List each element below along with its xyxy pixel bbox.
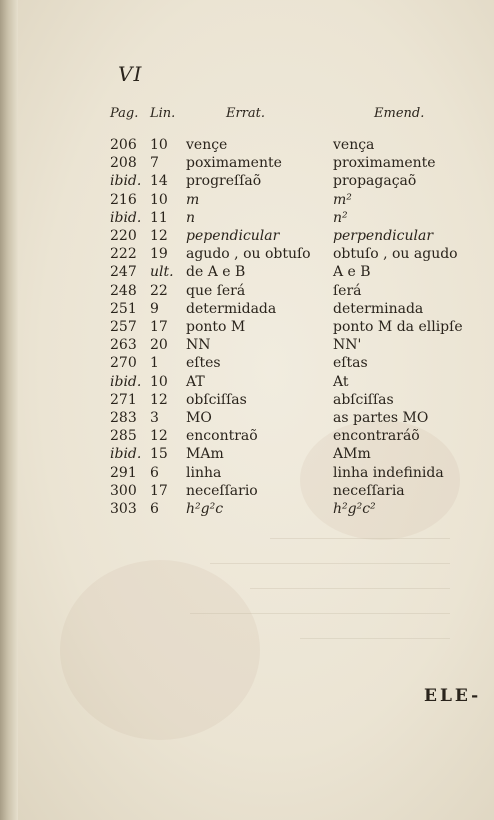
errata-error-cell: ponto M bbox=[186, 319, 246, 335]
errata-emend-cell: obtuſo , ou agudo bbox=[333, 246, 458, 263]
errata-error-cell: AT bbox=[186, 373, 205, 390]
errata-line-cell: 12 bbox=[150, 428, 168, 445]
errata-page-cell: 248 bbox=[110, 282, 137, 299]
errata-error-cell: NN bbox=[186, 337, 211, 354]
errata-error-cell: poximamente bbox=[186, 155, 282, 172]
bleed-through-text bbox=[150, 520, 450, 639]
errata-row bbox=[0, 263, 494, 281]
errata-emend-cell: as partes MO bbox=[333, 410, 429, 426]
errata-row bbox=[0, 464, 494, 482]
errata-line-cell: 11 bbox=[150, 209, 168, 226]
errata-emend-cell: ponto M da ellipſe bbox=[333, 319, 463, 335]
errata-row bbox=[0, 354, 494, 372]
errata-emend-cell: proximamente bbox=[333, 155, 436, 172]
errata-error-cell: de A e B bbox=[186, 264, 246, 281]
header-errata: Errat. bbox=[226, 106, 266, 121]
errata-row bbox=[0, 282, 494, 300]
errata-row bbox=[0, 391, 494, 409]
errata-page-cell: 222 bbox=[110, 246, 137, 263]
errata-line-cell: ult. bbox=[150, 264, 174, 281]
errata-page-cell: 270 bbox=[110, 355, 137, 372]
errata-emend-cell: determinada bbox=[333, 300, 424, 317]
errata-emend-cell: linha indefinida bbox=[333, 464, 444, 481]
errata-page-cell: 285 bbox=[110, 428, 137, 445]
errata-emend-cell: neceſſaria bbox=[333, 482, 405, 499]
errata-emend-cell: At bbox=[333, 373, 349, 390]
errata-page-cell: 291 bbox=[110, 464, 137, 481]
errata-line-cell: 6 bbox=[150, 464, 159, 481]
errata-row bbox=[0, 445, 494, 463]
errata-error-cell: eſtes bbox=[186, 355, 221, 372]
errata-line-cell: 20 bbox=[150, 337, 168, 354]
errata-emend-cell: encontraráõ bbox=[333, 428, 420, 445]
header-page: Pag. bbox=[110, 106, 139, 121]
errata-line-cell: 1 bbox=[150, 355, 159, 372]
errata-line-cell: 7 bbox=[150, 155, 159, 172]
errata-line-cell: 10 bbox=[150, 373, 168, 390]
errata-page-cell: ibid. bbox=[110, 173, 142, 190]
errata-page-cell: 251 bbox=[110, 300, 137, 317]
errata-line-cell: 22 bbox=[150, 282, 168, 299]
errata-error-cell: MAm bbox=[186, 446, 224, 463]
catchword: ELE- bbox=[424, 686, 482, 706]
errata-row bbox=[0, 300, 494, 318]
errata-line-cell: 14 bbox=[150, 173, 168, 190]
errata-row bbox=[0, 336, 494, 354]
errata-line-cell: 15 bbox=[150, 446, 168, 463]
errata-page-cell: 271 bbox=[110, 391, 137, 408]
errata-page-cell: 216 bbox=[110, 191, 137, 208]
errata-line-cell: 10 bbox=[150, 137, 168, 153]
errata-error-cell: determidada bbox=[186, 300, 277, 317]
errata-page-cell: ibid. bbox=[110, 209, 142, 226]
errata-page-cell: 257 bbox=[110, 319, 137, 335]
errata-page-cell: 220 bbox=[110, 228, 137, 244]
errata-emend-cell: abſciſſas bbox=[333, 391, 394, 408]
errata-row bbox=[0, 172, 494, 190]
errata-error-cell: encontraõ bbox=[186, 428, 258, 445]
errata-row bbox=[0, 245, 494, 263]
errata-error-cell: vençe bbox=[186, 137, 228, 153]
errata-error-cell: pependicular bbox=[186, 228, 280, 244]
header-emend: Emend. bbox=[374, 106, 425, 121]
errata-error-cell: progreſſaõ bbox=[186, 173, 262, 190]
errata-row bbox=[0, 227, 494, 245]
errata-row bbox=[0, 373, 494, 391]
errata-row bbox=[0, 191, 494, 209]
errata-error-cell: h²g²c bbox=[186, 501, 224, 517]
errata-error-cell: obſciſſas bbox=[186, 391, 247, 408]
errata-line-cell: 17 bbox=[150, 482, 168, 499]
errata-error-cell: MO bbox=[186, 410, 212, 426]
errata-emend-cell: m² bbox=[333, 191, 352, 208]
errata-row bbox=[0, 482, 494, 500]
errata-row bbox=[0, 154, 494, 172]
errata-line-cell: 17 bbox=[150, 319, 168, 335]
errata-line-cell: 19 bbox=[150, 246, 168, 263]
errata-emend-cell: vença bbox=[333, 137, 375, 153]
errata-row bbox=[0, 136, 494, 154]
errata-row bbox=[0, 409, 494, 427]
errata-emend-cell: NN' bbox=[333, 337, 362, 354]
errata-error-cell: m bbox=[186, 191, 200, 208]
errata-emend-cell: perpendicular bbox=[333, 228, 434, 244]
header-line: Lin. bbox=[150, 106, 176, 121]
errata-error-cell: agudo , ou obtuſo bbox=[186, 246, 311, 263]
errata-line-cell: 6 bbox=[150, 501, 159, 517]
errata-emend-cell: ſerá bbox=[333, 282, 362, 299]
errata-page-cell: 303 bbox=[110, 501, 137, 517]
errata-line-cell: 12 bbox=[150, 391, 168, 408]
errata-emend-cell: n² bbox=[333, 209, 348, 226]
errata-error-cell: neceſſario bbox=[186, 482, 258, 499]
errata-row bbox=[0, 209, 494, 227]
page-number: VI bbox=[118, 62, 143, 86]
errata-row bbox=[0, 427, 494, 445]
errata-emend-cell: propagaçaõ bbox=[333, 173, 417, 190]
errata-emend-cell: h²g²c² bbox=[333, 501, 376, 517]
errata-page-cell: ibid. bbox=[110, 446, 142, 463]
errata-page-cell: 208 bbox=[110, 155, 137, 172]
errata-row bbox=[0, 500, 494, 518]
errata-error-cell: que ſerá bbox=[186, 282, 246, 299]
errata-line-cell: 12 bbox=[150, 228, 168, 244]
errata-emend-cell: A e B bbox=[333, 264, 371, 281]
errata-page-cell: 206 bbox=[110, 137, 137, 153]
errata-row bbox=[0, 318, 494, 336]
errata-emend-cell: eſtas bbox=[333, 355, 368, 372]
errata-line-cell: 10 bbox=[150, 191, 168, 208]
errata-line-cell: 9 bbox=[150, 300, 159, 317]
errata-page-cell: ibid. bbox=[110, 373, 142, 390]
errata-error-cell: n bbox=[186, 209, 196, 226]
errata-page-cell: 300 bbox=[110, 482, 137, 499]
errata-page-cell: 283 bbox=[110, 410, 137, 426]
errata-page-cell: 247 bbox=[110, 264, 137, 281]
errata-page-cell: 263 bbox=[110, 337, 137, 354]
errata-line-cell: 3 bbox=[150, 410, 159, 426]
errata-emend-cell: AMm bbox=[333, 446, 371, 463]
errata-error-cell: linha bbox=[186, 464, 222, 481]
